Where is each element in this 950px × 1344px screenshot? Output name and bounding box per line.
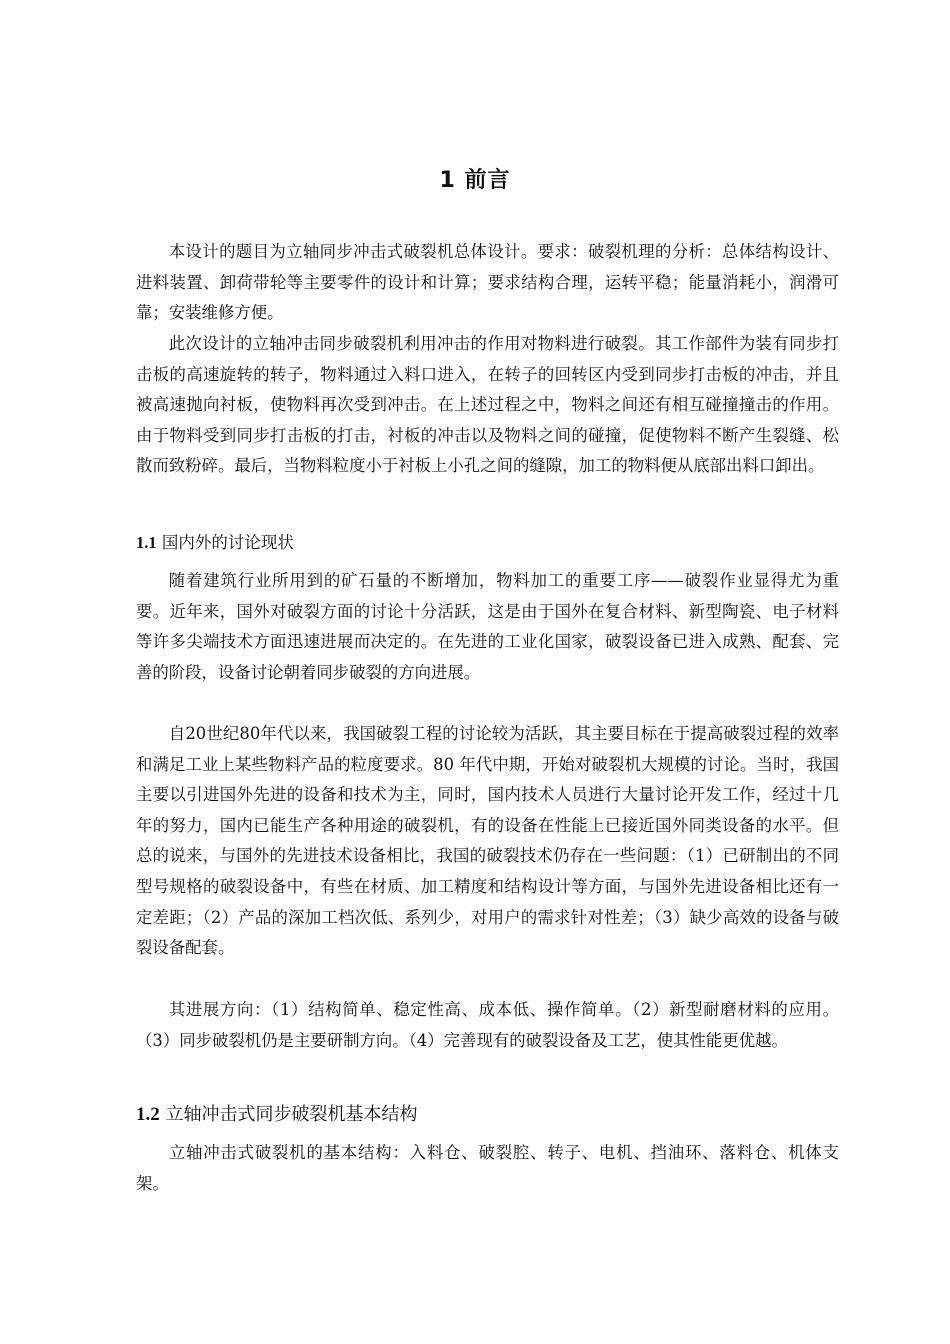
section-1-1-paragraph-1: 随着建筑行业所用到的矿石量的不断增加，物料加工的重要工序——破裂作业显得尤为重要。近年来，国外对破裂方面的讨论十分活跃，这是由于国外在复合材料、新型陶瓷、电子材料等许多尖端技术方面迅速进展而决定的。在先进的工业化国家，破裂设备已进入成熟、配套、完善的阶段，设备讨论朝着同步破裂的方向进展。 xyxy=(136,571,839,682)
section-heading-1-1 xyxy=(136,531,839,555)
chapter-title: 1 前言 xyxy=(439,168,511,193)
section-1-2-paragraph-1: 立轴冲击式破裂机的基本结构：入料仓、破裂腔、转子、电机、挡油环、落料仓、机体支架。 xyxy=(136,1143,839,1193)
section-number: 1.1 xyxy=(136,533,157,552)
section-title: 立轴冲击式同步破裂机基本结构 xyxy=(165,1104,418,1125)
section-title: 国内外的讨论现状 xyxy=(161,533,294,552)
intro-paragraph-2: 此次设计的立轴冲击同步破裂机利用冲击的作用对物料进行破裂。其工作部件为装有同步打击板的高速旋转的转子，物料通过入料口进入，在转子的回转区内受到同步打击板的冲击，并且被高速抛向衬板，使物料再次受到冲击。在上述过程之中，物料之间还有相互碰撞撞击的作用。由于物料受到同步打击板的打击，衬板的冲击以及物料之间的碰撞，促使物料不断产生裂缝、松散而致粉碎。最后，当物料粒度小于衬板上小孔之间的缝隙，加工的物料便从底部出料口卸出。 xyxy=(136,334,839,476)
section-number: 1.2 xyxy=(136,1104,160,1125)
section-heading-1-2 xyxy=(136,1103,839,1127)
section-1-1-paragraph-3: 其进展方向：（1）结构简单、稳定性高、成本低、操作简单。（2）新型耐磨材料的应用。（3）同步破裂机仍是主要研制方向。（4）完善现有的破裂设备及工艺，使其性能更优越。 xyxy=(136,1000,839,1050)
section-1-1-paragraph-2: 自20世纪80年代以来，我国破裂工程的讨论较为活跃，其主要目标在于提高破裂过程的效率和满足工业上某些物料产品的粒度要求。80 年代中期，开始对破裂机大规模的讨论。当时，我国主要以引进国外先进的设备和技术为主，同时，国内技术人员进行大量讨论开发工作，经过十几年的努力，国内已能生产各种用途的破裂机，有的设备在性能上已接近国外同类设备的水平。但总的说来，与国外的先进技术设备相比，我国的破裂技术仍存在一些问题：（1）已研制出的不同型号规格的破裂设备中，有些在材质、加工精度和结构设计等方面，与国外先进设备相比还有一定差距；（2）产品的深加工档次低、系列少，对用户的需求针对性差；（3）缺少高效的设备与破裂设备配套。 xyxy=(136,724,839,958)
intro-paragraph-1: 本设计的题目为立轴同步冲击式破裂机总体设计。要求：破裂机理的分析：总体结构设计、进料装置、卸荷带轮等主要零件的设计和计算；要求结构合理，运转平稳；能量消耗小，润滑可靠；安装维修方便。 xyxy=(136,242,839,323)
